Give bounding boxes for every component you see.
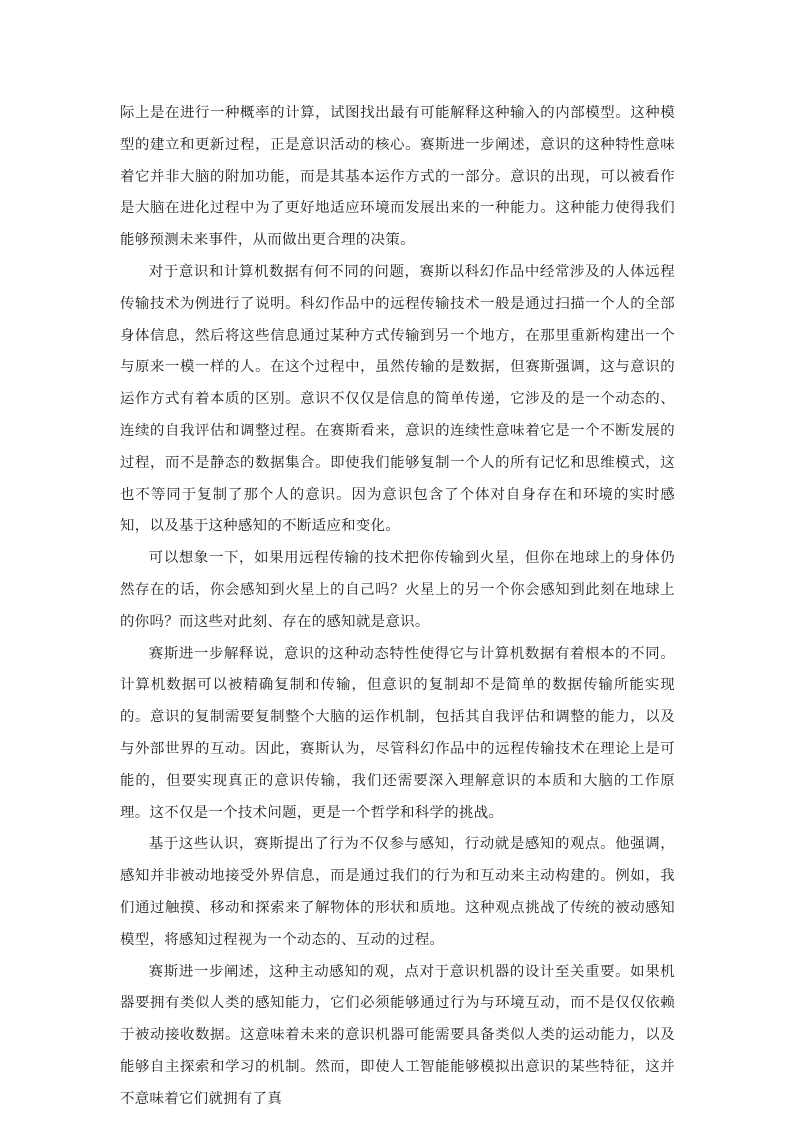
paragraph-teleportation: 对于意识和计算机数据有何不同的问题，赛斯以科幻作品中经常涉及的人体远程传输技术为例进行了说明。科幻作品中的远程传输技术一般是通过扫描一个人的全部身体信息，然后将这些信息通过某种方式传输到另一个地方，在那里重新构建出一个与原来一模一样的人。在这个过程中，虽然传输的是数据，但赛斯强调，这与意识的运作方式有着本质的区别。意识不仅仅是信息的简单传递，它涉及的是一个动态的、连续的自我评估和调整过程。在赛斯看来，意识的连续性意味着它是一个不断发展的过程，而不是静态的数据集合。即使我们能够复制一个人的所有记忆和思维模式，这也不等同于复制了那个人的意识。因为意识包含了个体对自身存在和环境的实时感知，以及基于这种感知的不断适应和变化。 bbox=[120, 263, 675, 535]
paragraph-conscious-machines: 赛斯进一步阐述，这种主动感知的观，点对于意识机器的设计至关重要。如果机器要拥有类似人类的感知能力，它们必须能够通过行为与环境互动，而不是仅仅依赖于被动接收数据。这意味着未来的意识机器可能需要具备类似人类的运动能力，以及能够自主探索和学习的机制。然而，即使人工智能能够模拟出意识的某些特征，这并不意味着它们就拥有了真 bbox=[120, 963, 675, 1107]
paragraph-mars-thought-experiment: 可以想象一下，如果用远程传输的技术把你传输到火星，但你在地球上的身体仍然存在的话，你会感知到火星上的自己吗？火星上的另一个你会感知到此刻在地球上的你吗？而这些对此刻、存在的感知就是意识。 bbox=[120, 550, 675, 630]
document-page bbox=[120, 98, 675, 1116]
paragraph-continuation: 际上是在进行一种概率的计算，试图找出最有可能解释这种输入的内部模型。这种模型的建立和更新过程，正是意识活动的核心。赛斯进一步阐述，意识的这种特性意味着它并非大脑的附加功能，而是其基本运作方式的一部分。意识的出现，可以被看作是大脑在进化过程中为了更好地适应环境而发展出来的一种能力。这种能力使得我们能够预测未来事件，从而做出更合理的决策。 bbox=[120, 105, 675, 249]
paragraph-dynamic-nature: 赛斯进一步解释说，意识的这种动态特性使得它与计算机数据有着根本的不同。计算机数据可以被精确复制和传输，但意识的复制却不是简单的数据传输所能实现的。意识的复制需要复制整个大脑的运作机制，包括其自我评估和调整的能力，以及与外部世界的互动。因此，赛斯认为，尽管科幻作品中的远程传输技术在理论上是可能的，但要实现真正的意识传输，我们还需要深入理解意识的本质和大脑的工作原理。这不仅是一个技术问题，更是一个哲学和科学的挑战。 bbox=[120, 645, 675, 821]
paragraph-active-perception: 基于这些认识，赛斯提出了行为不仅参与感知，行动就是感知的观点。他强调，感知并非被动地接受外界信息，而是通过我们的行为和互动来主动构建的。例如，我们通过触摸、移动和探索来了解物体的形状和质地。这种观点挑战了传统的被动感知模型，将感知过程视为一个动态的、互动的过程。 bbox=[120, 836, 675, 948]
